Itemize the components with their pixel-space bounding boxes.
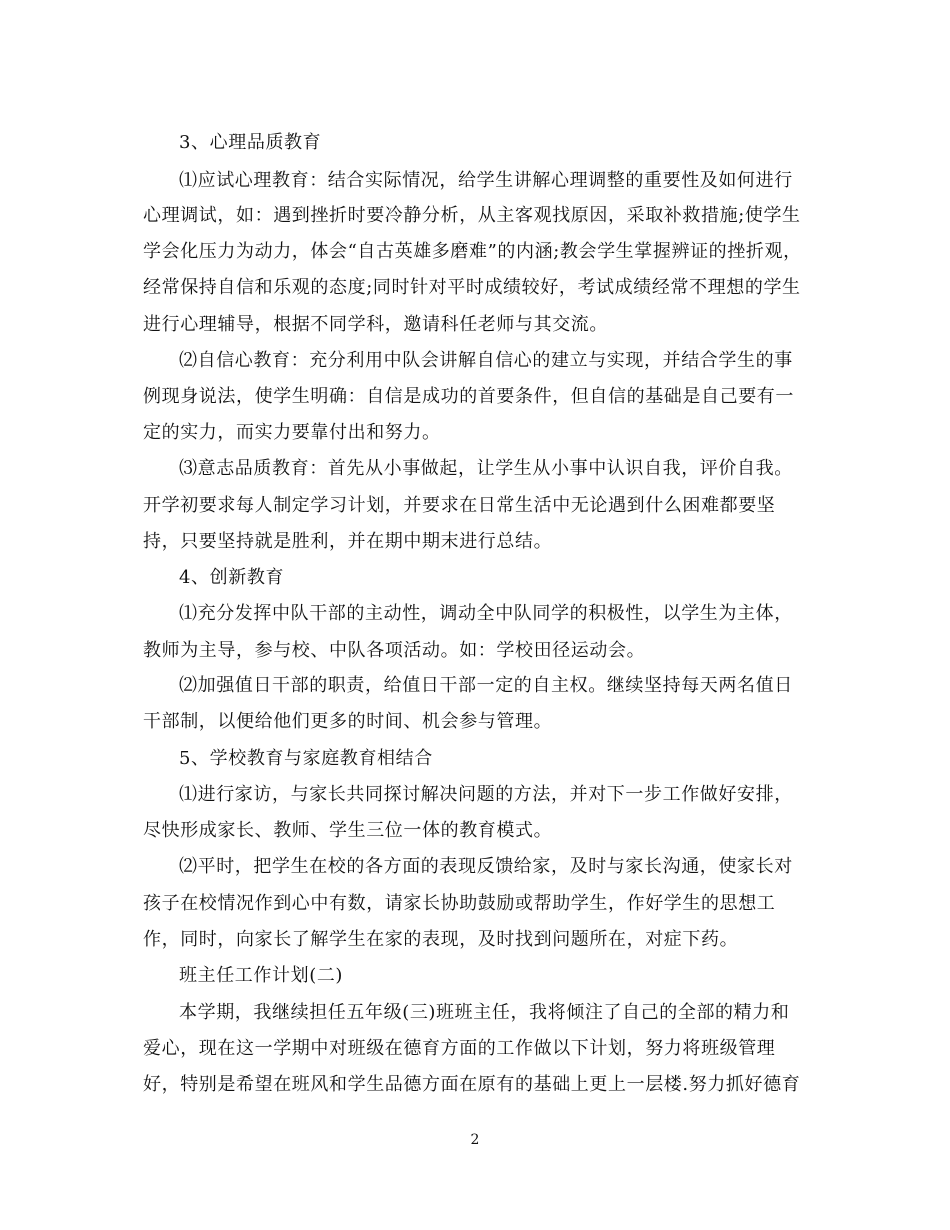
- paragraph-line: 持，只要坚持就是胜利，并在期中期末进行总结。: [143, 531, 553, 552]
- paragraph-line: 好，特别是希望在班风和学生品德方面在原有的基础上更上一层楼.努力抓好德育: [143, 1074, 801, 1095]
- paragraph-line: 进行心理辅导，根据不同学科，邀请科任老师与其交流。: [143, 314, 608, 335]
- paragraph-line: 孩子在校情况作到心中有数，请家长协助鼓励或帮助学生，作好学生的思想工: [143, 893, 776, 914]
- paragraph-line: 例现身说法，使学生明确：自信是成功的首要条件，但自信的基础是自己要有一: [143, 386, 794, 407]
- section-heading: 3、心理品质教育: [179, 132, 322, 153]
- paragraph-line: ⑵自信心教育：充分利用中队会讲解自信心的建立与实现，并结合学生的事: [179, 350, 793, 371]
- paragraph-line: 定的实力，而实力要靠付出和努力。: [143, 422, 441, 443]
- paragraph-line: ⑴应试心理教育：结合实际情况，给学生讲解心理调整的重要性及如何进行: [179, 170, 793, 191]
- paragraph-line: ⑶意志品质教育：首先从小事做起，让学生从小事中认识自我，评价自我。: [179, 458, 793, 479]
- paragraph-line: 经常保持自信和乐观的态度;同时针对平时成绩较好，考试成绩经常不理想的学生: [143, 277, 801, 298]
- section-heading: 班主任工作计划(二): [179, 965, 344, 986]
- section-heading: 4、创新教育: [179, 567, 285, 588]
- paragraph-line: 爱心，现在这一学期中对班级在德育方面的工作做以下计划，努力将班级管理: [143, 1038, 776, 1059]
- paragraph-line: ⑵加强值日干部的职责，给值日干部一定的自主权。继续坚持每天两名值日: [179, 675, 793, 696]
- section-heading: 5、学校教育与家庭教育相结合: [179, 748, 433, 769]
- paragraph-line: 干部制，以便给他们更多的时间、机会参与管理。: [143, 711, 553, 732]
- paragraph-line: ⑴进行家访，与家长共同探讨解决问题的方法，并对下一步工作做好安排，: [179, 784, 793, 805]
- paragraph-line: 开学初要求每人制定学习计划，并要求在日常生活中无论遇到什么困难都要坚: [143, 495, 776, 516]
- paragraph-line: 学会化压力为动力，体会“自古英雄多磨难”的内涵;教会学生掌握辨证的挫折观，: [143, 241, 802, 262]
- page-number: 2: [470, 1132, 480, 1148]
- paragraph-line: 心理调试，如：遇到挫折时要冷静分析，从主客观找原因，采取补救措施;使学生: [143, 205, 801, 226]
- paragraph-line: ⑴充分发挥中队干部的主动性，调动全中队同学的积极性，以学生为主体，: [179, 603, 793, 624]
- paragraph-line: 本学期，我继续担任五年级(三)班班主任，我将倾注了自己的全部的精力和: [179, 1002, 790, 1023]
- paragraph-line: 作，同时，向家长了解学生在家的表现，及时找到问题所在，对症下药。: [143, 929, 739, 950]
- paragraph-line: 尽快形成家长、教师、学生三位一体的教育模式。: [143, 820, 553, 841]
- paragraph-line: ⑵平时，把学生在校的各方面的表现反馈给家，及时与家长沟通，使家长对: [179, 856, 793, 877]
- paragraph-line: 教师为主导，参与校、中队各项活动。如：学校田径运动会。: [143, 640, 646, 661]
